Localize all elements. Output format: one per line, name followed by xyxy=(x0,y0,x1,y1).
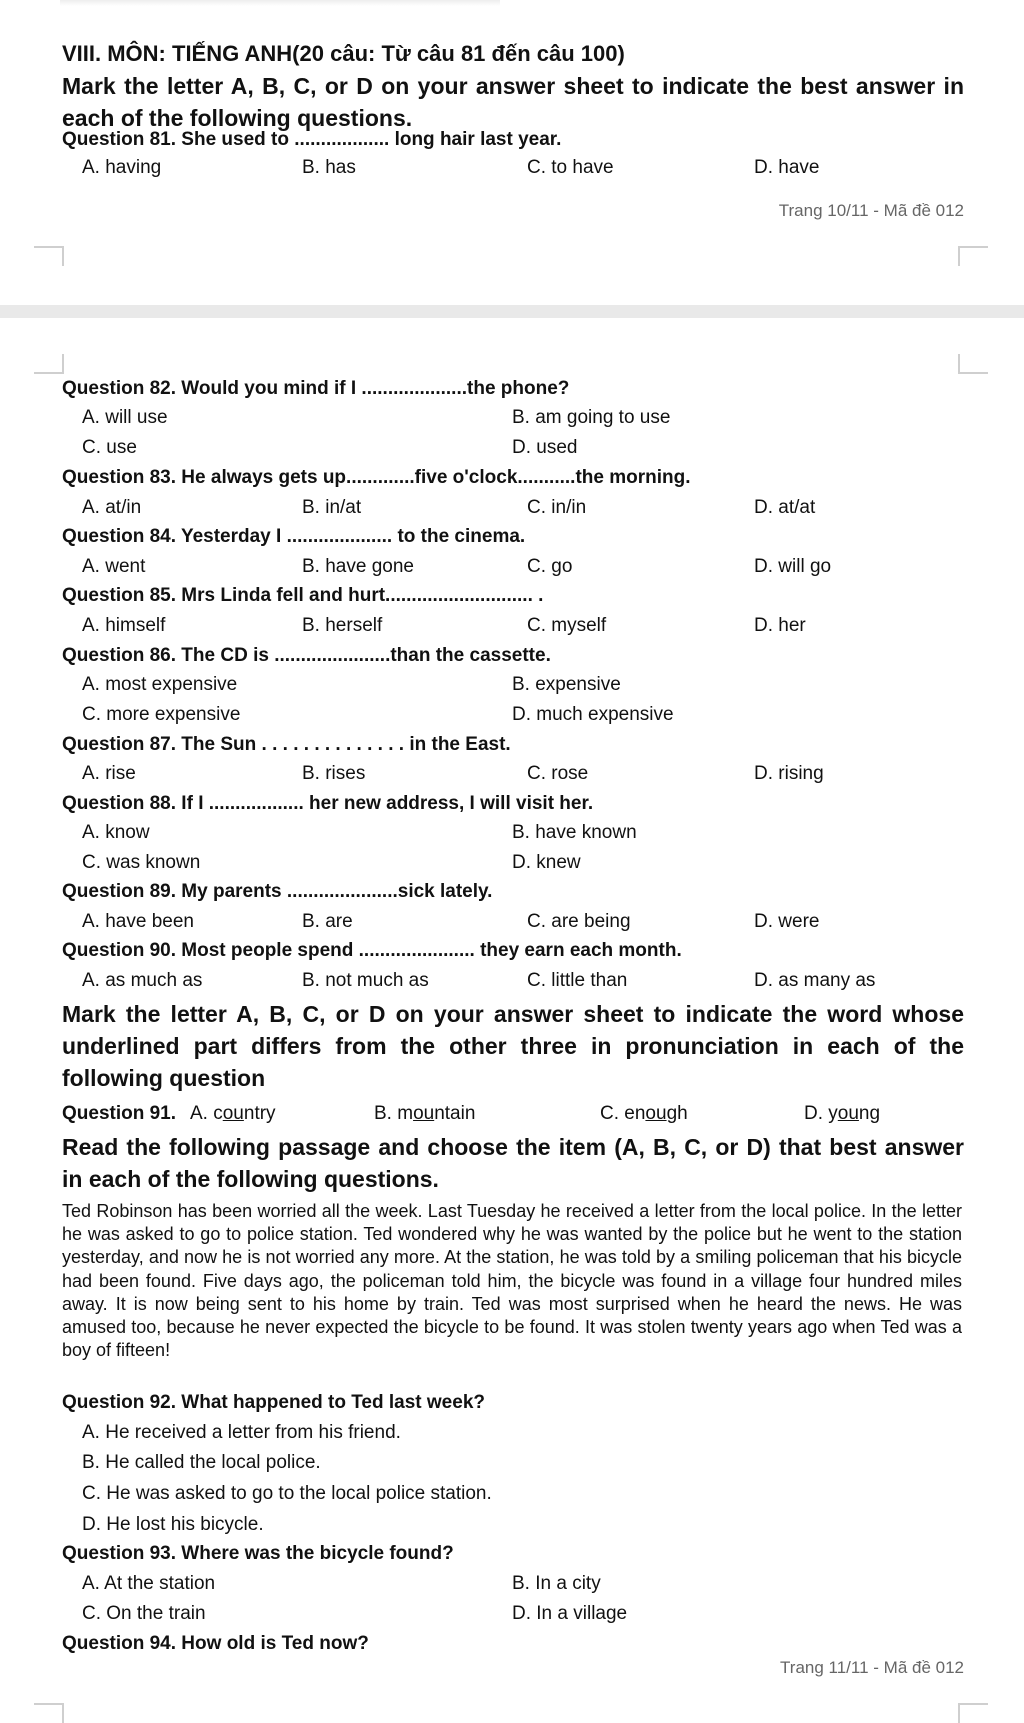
q92-option-a: A. He received a letter from his friend. xyxy=(82,1422,401,1443)
q89-option-a: A. have been xyxy=(82,911,194,932)
q93-option-c: C. On the train xyxy=(82,1603,206,1624)
q92-stem: Question 92. What happened to Ted last week? xyxy=(62,1392,485,1413)
q85-stem: Question 85. Mrs Linda fell and hurt............................ . xyxy=(62,585,544,606)
q84-stem: Question 84. Yesterday I .................... to the cinema. xyxy=(62,526,526,547)
q88-stem: Question 88. If I .................. her new address, I will visit her. xyxy=(62,793,594,814)
q83-stem: Question 83. He always gets up.............five o'clock...........the morning. xyxy=(62,467,691,488)
crop-mark xyxy=(958,354,988,374)
q81-option-d: D. have xyxy=(754,157,820,178)
q93-option-d: D. In a village xyxy=(512,1603,628,1624)
crop-mark xyxy=(34,1703,64,1723)
page-footer-11: Trang 11/11 - Mã đề 012 xyxy=(780,1658,964,1677)
q89-option-d: D. were xyxy=(754,911,820,932)
q82-stem: Question 82. Would you mind if I ....................the phone? xyxy=(62,378,570,399)
q85-option-d: D. her xyxy=(754,615,806,636)
q87-option-b: B. rises xyxy=(302,763,366,784)
q82-option-a: A. will use xyxy=(82,407,168,428)
q93-option-a: A. At the station xyxy=(82,1573,216,1594)
q92-option-c: C. He was asked to go to the local police station. xyxy=(82,1483,492,1504)
q83-option-d: D. at/at xyxy=(754,497,816,518)
q87-option-a: A. rise xyxy=(82,763,136,784)
q83-option-b: B. in/at xyxy=(302,497,362,518)
q91-label: Question 91. xyxy=(62,1103,177,1124)
page-11 xyxy=(0,318,1024,1719)
q84-option-a: A. went xyxy=(82,556,146,577)
q84-option-d: D. will go xyxy=(754,556,832,577)
cropped-previous-text xyxy=(60,0,500,6)
instruction-3: Read the following passage and choose the item (A, B, C, or D) that best answer in each of the following questions. xyxy=(62,1134,964,1192)
q81-stem: Question 81. She used to .................. long hair last year. xyxy=(62,129,562,150)
q92-option-b: B. He called the local police. xyxy=(82,1452,321,1473)
q87-option-d: D. rising xyxy=(754,763,824,784)
q86-option-b: B. expensive xyxy=(512,674,621,695)
q86-option-a: A. most expensive xyxy=(82,674,238,695)
q91-option-a: A. country xyxy=(190,1103,276,1124)
q89-stem: Question 89. My parents .....................sick lately. xyxy=(62,881,493,902)
q88-option-b: B. have known xyxy=(512,822,637,843)
q88-option-a: A. know xyxy=(82,822,150,843)
q86-stem: Question 86. The CD is ......................than the cassette. xyxy=(62,645,551,666)
q85-option-b: B. herself xyxy=(302,615,383,636)
section-title: VIII. MÔN: TIẾNG ANH(20 câu: Từ câu 81 đến câu 100) xyxy=(62,41,625,66)
page-10 xyxy=(0,0,1024,305)
q90-option-d: D. as many as xyxy=(754,970,876,991)
q91-option-b: B. mountain xyxy=(374,1103,476,1124)
q91-option-c: C. enough xyxy=(600,1103,688,1124)
q87-stem: Question 87. The Sun . . . . . . . . . . . . . . in the East. xyxy=(62,734,511,755)
q90-option-b: B. not much as xyxy=(302,970,429,991)
q83-option-c: C. in/in xyxy=(527,497,587,518)
page-separator xyxy=(0,305,1024,318)
instruction-2: Mark the letter A, B, C, or D on your answer sheet to indicate the word whose underlined part differs from the other three in pronunciation in each of the following question xyxy=(62,1001,964,1091)
crop-mark xyxy=(34,246,64,266)
q83-option-a: A. at/in xyxy=(82,497,142,518)
q90-option-c: C. little than xyxy=(527,970,628,991)
crop-mark xyxy=(958,1703,988,1723)
q82-option-b: B. am going to use xyxy=(512,407,671,428)
q93-option-b: B. In a city xyxy=(512,1573,601,1594)
crop-mark xyxy=(958,246,988,266)
q82-option-d: D. used xyxy=(512,437,578,458)
crop-mark xyxy=(34,354,64,374)
q88-option-c: C. was known xyxy=(82,852,201,873)
q82-option-c: C. use xyxy=(82,437,137,458)
q91-option-d: D. young xyxy=(804,1103,881,1124)
q90-stem: Question 90. Most people spend ...................... they earn each month. xyxy=(62,940,682,961)
q81-option-b: B. has xyxy=(302,157,356,178)
q81-option-c: C. to have xyxy=(527,157,614,178)
q85-option-a: A. himself xyxy=(82,615,166,636)
q84-option-c: C. go xyxy=(527,556,573,577)
q92-option-d: D. He lost his bicycle. xyxy=(82,1514,264,1535)
q90-option-a: A. as much as xyxy=(82,970,203,991)
page-footer-10: Trang 10/11 - Mã đề 012 xyxy=(778,201,964,220)
reading-passage: Ted Robinson has been worried all the week. Last Tuesday he received a letter from the local police. In the letter he was asked to go to police station. Ted wondered why he was wanted by the police but he went to the station yesterday, and now he is not worried any more. At the station, he was told by a smiling policeman that his bicycle had been found. Five days ago, the policeman told him, the bicycle was found in a village four hundred miles away. It is now being sent to his home by train. Ted was most surprised when he heard the news. He was amused too, because he never expected the bicycle to be found. It was stolen twenty years ago when Ted was a boy of fifteen! xyxy=(62,1201,962,1361)
q85-option-c: C. myself xyxy=(527,615,607,636)
q86-option-c: C. more expensive xyxy=(82,704,241,725)
q87-option-c: C. rose xyxy=(527,763,589,784)
q81-option-a: A. having xyxy=(82,157,162,178)
q93-stem: Question 93. Where was the bicycle found? xyxy=(62,1543,454,1564)
instruction-1: Mark the letter A, B, C, or D on your answer sheet to indicate the best answer in each of the following questions. xyxy=(62,73,964,131)
q94-stem: Question 94. How old is Ted now? xyxy=(62,1633,369,1654)
q84-option-b: B. have gone xyxy=(302,556,414,577)
q89-option-c: C. are being xyxy=(527,911,631,932)
q89-option-b: B. are xyxy=(302,911,353,932)
q88-option-d: D. knew xyxy=(512,852,581,873)
q86-option-d: D. much expensive xyxy=(512,704,674,725)
